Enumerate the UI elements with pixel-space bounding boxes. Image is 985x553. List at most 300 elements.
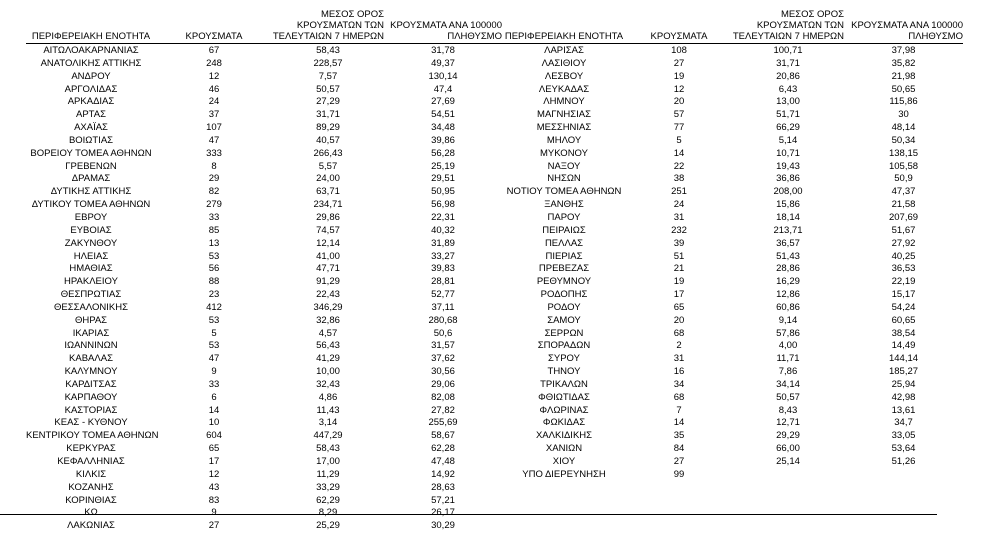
cases-cell: 27 xyxy=(208,520,220,532)
header-region-left xyxy=(26,8,156,44)
per100k-cell: 29,06 xyxy=(431,378,455,390)
per100k-cell: 31,57 xyxy=(431,340,455,352)
table-row xyxy=(26,161,502,174)
region-cell: ΠΕΛΛΑΣ xyxy=(544,237,584,249)
region-cell: ΚΟΡΙΝΘΙΑΣ xyxy=(65,494,117,506)
header-avg-line2: ΚΡΟΥΣΜΑΤΩΝ ΤΩΝ xyxy=(296,20,384,31)
avg-7day-cell: 36,86 xyxy=(776,173,800,185)
per100k-cell: 30,29 xyxy=(431,520,455,532)
region-cell: ΒΟΡΕΙΟΥ ΤΟΜΕΑ ΑΘΗΝΩΝ xyxy=(30,147,152,159)
avg-7day-cell: 4,86 xyxy=(318,391,338,403)
per100k-cell: 27,69 xyxy=(431,96,455,108)
cases-cell: 53 xyxy=(208,250,220,262)
per100k-cell: 51,26 xyxy=(891,456,916,467)
table-row xyxy=(502,225,963,238)
avg-7day-cell: 66,00 xyxy=(776,443,800,455)
table-row xyxy=(26,392,502,405)
per100k-cell: 53,64 xyxy=(891,443,916,455)
table-row xyxy=(502,456,963,469)
header-avg-line3: ΤΕΛΕΥΤΑΙΩΝ 7 ΗΜΕΡΩΝ xyxy=(272,31,384,42)
table-row xyxy=(502,238,963,251)
table-row xyxy=(26,96,502,109)
avg-7day-cell: 24,00 xyxy=(316,173,340,185)
cases-cell: 35 xyxy=(673,430,685,442)
per100k-cell: 31,78 xyxy=(431,45,455,56)
cases-cell: 14 xyxy=(673,417,685,429)
region-cell: ΚΑΣΤΟΡΙΑΣ xyxy=(64,404,118,416)
header-region-label: ΠΕΡΙΦΕΡΕΙΑΚΗ ΕΝΟΤΗΤΑ xyxy=(504,31,624,42)
table-row xyxy=(26,443,502,456)
table-row xyxy=(502,186,963,199)
region-cell: ΑΡΤΑΣ xyxy=(76,109,106,121)
per100k-cell: 15,17 xyxy=(891,289,916,301)
table-row xyxy=(26,469,502,482)
region-cell: ΡΟΔΟΠΗΣ xyxy=(540,289,588,301)
cases-cell: 12 xyxy=(208,70,220,82)
region-cell: ΚΑΡΠΑΘΟΥ xyxy=(64,391,118,403)
region-cell: ΛΑΚΩΝΙΑΣ xyxy=(67,520,115,532)
region-cell: ΑΡΚΑΔΙΑΣ xyxy=(67,96,115,108)
table-row xyxy=(502,263,963,276)
per100k-cell: 47,37 xyxy=(891,186,916,198)
region-cell: ΚΑΡΔΙΤΣΑΣ xyxy=(65,378,117,390)
avg-7day-cell: 41,00 xyxy=(316,250,340,262)
cases-cell: 51 xyxy=(673,250,685,262)
table-row xyxy=(26,430,502,443)
region-cell: ΓΡΕΒΕΝΩΝ xyxy=(65,160,117,172)
cases-cell: 34 xyxy=(673,378,685,390)
region-cell: ΑΝΑΤΟΛΙΚΗΣ ΑΤΤΙΚΗΣ xyxy=(40,57,142,69)
region-cell: ΝΟΤΙΟΥ ΤΟΜΕΑ ΑΘΗΝΩΝ xyxy=(506,186,622,198)
per100k-cell: 50,9 xyxy=(894,173,913,185)
region-cell: ΜΥΚΟΝΟΥ xyxy=(540,147,588,159)
cases-cell: 77 xyxy=(673,122,685,134)
region-cell: ΣΕΡΡΩΝ xyxy=(544,327,584,339)
cases-cell: 99 xyxy=(673,468,685,480)
region-cell: ΜΗΛΟΥ xyxy=(546,134,582,146)
cases-cell: 24 xyxy=(673,199,685,211)
header-region-right xyxy=(502,8,626,44)
avg-7day-cell: 346,29 xyxy=(313,301,343,313)
avg-7day-cell: 11,71 xyxy=(776,353,800,365)
cases-cell: 14 xyxy=(673,147,685,159)
avg-7day-cell: 4,57 xyxy=(318,327,338,339)
avg-7day-cell: 16,29 xyxy=(776,276,800,288)
per100k-cell: 42,98 xyxy=(891,391,916,403)
region-cell: ΗΜΑΘΙΑΣ xyxy=(69,263,113,275)
avg-7day-cell: 228,57 xyxy=(313,57,343,69)
per100k-cell: 144,14 xyxy=(888,353,919,365)
avg-7day-cell: 17,00 xyxy=(316,456,340,467)
cases-cell: 279 xyxy=(206,199,222,211)
region-cell: ΛΕΣΒΟΥ xyxy=(544,70,584,82)
avg-7day-cell: 234,71 xyxy=(313,199,343,211)
table-row xyxy=(26,45,502,58)
avg-7day-cell: 58,43 xyxy=(316,45,340,56)
cases-cell: 53 xyxy=(208,314,220,326)
table-row xyxy=(26,328,502,341)
cases-cell: 83 xyxy=(208,494,220,506)
per100k-cell: 115,86 xyxy=(889,96,918,108)
region-cell: ΕΒΡΟΥ xyxy=(74,211,108,223)
per100k-cell: 52,77 xyxy=(431,289,455,301)
cases-cell: 251 xyxy=(671,186,687,198)
region-cell: ΦΛΩΡΙΝΑΣ xyxy=(539,404,589,416)
cases-cell: 31 xyxy=(673,353,685,365)
table-row xyxy=(26,340,502,353)
per100k-cell: 39,86 xyxy=(431,134,455,146)
per100k-cell: 56,98 xyxy=(431,199,455,211)
per100k-cell: 58,67 xyxy=(431,430,455,442)
region-cell: ΝΑΞΟΥ xyxy=(547,160,581,172)
cases-cell: 31 xyxy=(673,211,685,223)
region-cell: ΚΕΦΑΛΛΗΝΙΑΣ xyxy=(57,456,125,467)
table-row xyxy=(502,405,963,418)
region-cell: ΧΙΟΥ xyxy=(552,456,576,467)
table-row xyxy=(502,212,963,225)
table-row xyxy=(502,173,963,186)
table-row xyxy=(26,366,502,379)
cases-cell: 24 xyxy=(208,96,220,108)
cases-cell: 84 xyxy=(673,443,685,455)
per100k-cell: 50,34 xyxy=(891,134,916,146)
cases-cell: 33 xyxy=(208,211,220,223)
table-row xyxy=(502,71,963,84)
per100k-cell: 50,95 xyxy=(431,186,455,198)
per100k-cell: 47,4 xyxy=(433,83,453,95)
region-cell: ΝΗΣΩΝ xyxy=(547,173,581,185)
avg-7day-cell: 66,29 xyxy=(776,122,800,134)
table-row xyxy=(502,161,963,174)
table-row xyxy=(502,366,963,379)
cases-cell: 21 xyxy=(673,263,685,275)
region-cell: ΕΥΒΟΙΑΣ xyxy=(70,224,112,236)
avg-7day-cell: 58,43 xyxy=(316,443,340,455)
table-row xyxy=(26,379,502,392)
region-cell: ΘΕΣΣΑΛΟΝΙΚΗΣ xyxy=(54,301,128,313)
avg-7day-cell: 32,43 xyxy=(316,378,340,390)
avg-7day-cell: 8,29 xyxy=(318,507,338,519)
cases-cell: 17 xyxy=(673,289,685,301)
region-cell: ΠΑΡΟΥ xyxy=(547,211,581,223)
cases-cell: 10 xyxy=(208,417,220,429)
per100k-cell: 31,89 xyxy=(431,237,455,249)
region-cell: ΛΑΡΙΣΑΣ xyxy=(544,45,584,56)
region-cell: ΙΩΑΝΝΙΝΩΝ xyxy=(64,340,118,352)
table-row xyxy=(26,315,502,328)
header-cases-label: ΚΡΟΥΣΜΑΤΑ xyxy=(650,31,708,42)
cases-cell: 5 xyxy=(676,134,682,146)
cases-cell: 56 xyxy=(208,263,220,275)
cases-cell: 6 xyxy=(211,391,217,403)
table-row xyxy=(26,353,502,366)
region-cell: ΡΕΘΥΜΝΟΥ xyxy=(536,276,592,288)
table-row xyxy=(502,84,963,97)
avg-7day-cell: 51,43 xyxy=(776,250,800,262)
per100k-cell: 14,49 xyxy=(891,340,916,352)
avg-7day-cell: 50,57 xyxy=(316,83,340,95)
table-row xyxy=(502,417,963,430)
avg-7day-cell: 5,14 xyxy=(778,134,798,146)
cases-cell: 8 xyxy=(211,160,217,172)
table-row xyxy=(26,456,502,469)
region-cell: ΚΟΖΑΝΗΣ xyxy=(68,481,114,493)
region-cell: ΗΡΑΚΛΕΙΟΥ xyxy=(64,276,118,288)
avg-7day-cell: 447,29 xyxy=(313,430,343,442)
avg-7day-cell: 34,14 xyxy=(776,378,800,390)
per100k-cell: 37,98 xyxy=(891,45,916,56)
region-cell: ΘΗΡΑΣ xyxy=(74,314,108,326)
avg-7day-cell: 89,29 xyxy=(316,122,340,134)
cases-cell: 17 xyxy=(208,456,220,467)
table-row xyxy=(502,469,963,482)
table-row xyxy=(26,482,502,495)
per100k-cell: 49,37 xyxy=(431,57,455,69)
cases-cell: 2 xyxy=(676,340,682,352)
avg-7day-cell: 15,86 xyxy=(776,199,800,211)
table-row xyxy=(502,443,963,456)
table-row xyxy=(26,173,502,186)
table-row xyxy=(26,302,502,315)
cases-cell: 232 xyxy=(671,224,687,236)
avg-7day-cell: 32,86 xyxy=(316,314,340,326)
table-row xyxy=(26,251,502,264)
region-cell: ΔΡΑΜΑΣ xyxy=(71,173,111,185)
cases-cell: 65 xyxy=(208,443,220,455)
header-cases-label: ΚΡΟΥΣΜΑΤΑ xyxy=(185,31,243,42)
avg-7day-cell: 25,14 xyxy=(776,456,800,467)
cases-cell: 46 xyxy=(208,83,220,95)
per100k-cell: 50,6 xyxy=(433,327,453,339)
header-avg-line2: ΚΡΟΥΣΜΑΤΩΝ ΤΩΝ xyxy=(756,20,844,31)
table-row xyxy=(502,122,963,135)
table-row xyxy=(502,315,963,328)
left-table-body xyxy=(26,45,502,533)
avg-7day-cell: 63,71 xyxy=(316,186,340,198)
cases-cell: 12 xyxy=(208,468,220,480)
per100k-cell: 28,81 xyxy=(431,276,455,288)
header-per100k-line1: ΚΡΟΥΣΜΑΤΑ ΑΝΑ 100000 xyxy=(851,20,963,31)
table-row xyxy=(502,392,963,405)
avg-7day-cell: 7,86 xyxy=(778,366,798,378)
cases-cell: 47 xyxy=(208,353,220,365)
cases-cell: 43 xyxy=(208,481,220,493)
table-row xyxy=(26,238,502,251)
per100k-cell: 22,19 xyxy=(891,276,916,288)
header-avg-line1: ΜΕΣΟΣ ΟΡΟΣ xyxy=(780,9,844,20)
cases-cell: 12 xyxy=(673,83,685,95)
avg-7day-cell: 208,00 xyxy=(773,186,803,198)
per100k-cell: 30 xyxy=(898,109,909,121)
table-row xyxy=(26,135,502,148)
table-row xyxy=(26,84,502,97)
per100k-cell: 21,58 xyxy=(891,199,916,211)
per100k-cell: 29,51 xyxy=(431,173,455,185)
region-cell: ΡΟΔΟΥ xyxy=(547,301,581,313)
cases-cell: 9 xyxy=(211,366,217,378)
avg-7day-cell: 13,00 xyxy=(776,96,800,108)
avg-7day-cell: 22,43 xyxy=(316,289,340,301)
region-cell: ΧΑΛΚΙΔΙΚΗΣ xyxy=(535,430,593,442)
table-row xyxy=(26,495,502,508)
table-row xyxy=(502,58,963,71)
header-avg-right xyxy=(732,8,844,44)
avg-7day-cell: 11,29 xyxy=(316,468,340,480)
table-row xyxy=(26,71,502,84)
right-table-body xyxy=(502,45,963,482)
table-row xyxy=(502,96,963,109)
cases-cell: 39 xyxy=(673,237,685,249)
region-cell: ΠΕΙΡΑΙΩΣ xyxy=(542,224,586,236)
per100k-cell: 48,14 xyxy=(891,122,916,134)
region-cell: ΚΕΝΤΡΙΚΟΥ ΤΟΜΕΑ ΑΘΗΝΩΝ xyxy=(26,430,159,442)
avg-7day-cell: 6,43 xyxy=(778,83,798,95)
avg-7day-cell: 31,71 xyxy=(776,57,800,69)
region-cell: ΑΝΔΡΟΥ xyxy=(71,70,111,82)
avg-7day-cell: 56,43 xyxy=(316,340,340,352)
per100k-cell: 21,98 xyxy=(891,70,916,82)
avg-7day-cell: 51,71 xyxy=(776,109,800,121)
cases-cell: 82 xyxy=(208,186,220,198)
cases-cell: 88 xyxy=(208,276,220,288)
region-cell: ΛΑΣΙΘΙΟΥ xyxy=(541,57,587,69)
cases-cell: 29 xyxy=(208,173,220,185)
cases-cell: 19 xyxy=(673,276,685,288)
table-row xyxy=(26,417,502,430)
cases-cell: 248 xyxy=(206,57,222,69)
avg-7day-cell: 60,86 xyxy=(776,301,800,313)
per100k-cell: 27,82 xyxy=(431,404,455,416)
per100k-cell: 37,11 xyxy=(431,301,455,313)
table-row xyxy=(502,430,963,443)
cases-cell: 47 xyxy=(208,134,220,146)
per100k-cell: 39,83 xyxy=(431,263,455,275)
avg-7day-cell: 25,29 xyxy=(316,520,340,532)
region-cell: ΧΑΝΙΩΝ xyxy=(545,443,583,455)
cases-cell: 57 xyxy=(673,109,685,121)
table-row xyxy=(26,405,502,418)
avg-7day-cell: 4,00 xyxy=(778,340,798,352)
table-row xyxy=(26,263,502,276)
region-cell: ΞΑΝΘΗΣ xyxy=(544,199,584,211)
table-row xyxy=(502,289,963,302)
avg-7day-cell: 266,43 xyxy=(313,147,343,159)
per100k-cell: 38,54 xyxy=(891,327,916,339)
avg-7day-cell: 29,29 xyxy=(776,430,800,442)
table-row xyxy=(502,251,963,264)
per100k-cell: 50,65 xyxy=(891,83,916,95)
per100k-cell: 13,61 xyxy=(891,404,916,416)
region-cell: ΛΗΜΝΟΥ xyxy=(543,96,585,108)
region-cell: ΒΟΙΩΤΙΑΣ xyxy=(68,134,114,146)
per100k-cell: 28,63 xyxy=(431,481,455,493)
cases-cell: 107 xyxy=(206,122,222,134)
cases-cell: 9 xyxy=(211,507,217,519)
cases-cell: 37 xyxy=(208,109,220,121)
per100k-cell: 34,7 xyxy=(894,417,913,429)
avg-7day-cell: 36,57 xyxy=(776,237,800,249)
table-row xyxy=(26,148,502,161)
table-row xyxy=(502,302,963,315)
avg-7day-cell: 10,71 xyxy=(776,147,800,159)
region-cell: ΣΑΜΟΥ xyxy=(547,314,581,326)
region-cell: ΚΕΑΣ - ΚΥΘΝΟΥ xyxy=(54,417,128,429)
per100k-cell: 22,31 xyxy=(431,211,455,223)
per100k-cell: 255,69 xyxy=(428,417,458,429)
region-cell: ΑΧΑΪΑΣ xyxy=(74,122,108,134)
avg-7day-cell: 19,43 xyxy=(776,160,800,172)
header-cases-left xyxy=(156,8,272,44)
table-row xyxy=(26,289,502,302)
region-cell: ΗΛΕΙΑΣ xyxy=(73,250,109,262)
avg-7day-cell: 5,57 xyxy=(318,160,338,172)
header-region-label: ΠΕΡΙΦΕΡΕΙΑΚΗ ΕΝΟΤΗΤΑ xyxy=(31,31,151,42)
cases-cell: 20 xyxy=(673,314,685,326)
avg-7day-cell: 12,14 xyxy=(316,237,340,249)
table-row xyxy=(502,379,963,392)
cases-cell: 68 xyxy=(673,391,685,403)
region-cell: ΠΡΕΒΕΖΑΣ xyxy=(538,263,590,275)
cases-cell: 5 xyxy=(211,327,217,339)
per100k-cell: 57,21 xyxy=(431,494,455,506)
header-avg-line3: ΤΕΛΕΥΤΑΙΩΝ 7 ΗΜΕΡΩΝ xyxy=(732,31,844,42)
avg-7day-cell: 74,57 xyxy=(316,224,340,236)
table-row xyxy=(502,340,963,353)
region-cell: ΘΕΣΠΡΩΤΙΑΣ xyxy=(60,289,122,301)
region-cell: ΥΠΟ ΔΙΕΡΕΥΝΗΣΗ xyxy=(522,468,606,480)
region-cell: ΜΕΣΣΗΝΙΑΣ xyxy=(536,122,592,134)
per100k-cell: 25,94 xyxy=(891,378,916,390)
cases-cell: 412 xyxy=(206,301,222,313)
avg-7day-cell: 12,86 xyxy=(776,289,800,301)
per100k-cell: 33,27 xyxy=(431,250,455,262)
per100k-cell: 27,92 xyxy=(891,237,916,249)
cases-cell: 22 xyxy=(673,160,685,172)
per100k-cell: 60,65 xyxy=(891,314,916,326)
per100k-cell: 56,28 xyxy=(431,147,455,159)
header-per100k-line2: ΠΛΗΘΥΣΜΟ xyxy=(447,31,502,42)
avg-7day-cell: 28,86 xyxy=(776,263,800,275)
avg-7day-cell: 12,71 xyxy=(776,417,800,429)
cases-cell: 333 xyxy=(206,147,222,159)
per100k-cell: 47,48 xyxy=(431,456,455,467)
region-cell: ΔΥΤΙΚΗΣ ΑΤΤΙΚΗΣ xyxy=(50,186,132,198)
table-bottom-border xyxy=(0,514,937,515)
header-avg-line1: ΜΕΣΟΣ ΟΡΟΣ xyxy=(320,9,384,20)
cases-cell: 33 xyxy=(208,378,220,390)
avg-7day-cell: 8,43 xyxy=(778,404,798,416)
avg-7day-cell: 33,29 xyxy=(316,481,340,493)
avg-7day-cell: 213,71 xyxy=(773,224,803,236)
region-cell: ΤΗΝΟΥ xyxy=(547,366,581,378)
region-cell: ΑΙΤΩΛΟΑΚΑΡΝΑΝΙΑΣ xyxy=(43,45,139,56)
avg-7day-cell: 41,29 xyxy=(316,353,340,365)
region-cell: ΖΑΚΥΝΘΟΥ xyxy=(64,237,118,249)
avg-7day-cell: 10,00 xyxy=(316,366,340,378)
region-cell: ΚΙΛΚΙΣ xyxy=(75,468,107,480)
cases-cell: 38 xyxy=(673,173,685,185)
cases-cell: 67 xyxy=(208,45,220,56)
per100k-cell: 40,25 xyxy=(891,250,916,262)
region-cell: ΙΚΑΡΙΑΣ xyxy=(72,327,110,339)
cases-cell: 604 xyxy=(206,430,222,442)
table-row xyxy=(26,520,502,533)
per100k-cell: 105,58 xyxy=(888,160,919,172)
region-cell: ΛΕΥΚΑΔΑΣ xyxy=(538,83,590,95)
cases-cell: 108 xyxy=(671,45,687,56)
per100k-cell: 54,51 xyxy=(431,109,455,121)
cases-cell: 27 xyxy=(673,57,685,69)
